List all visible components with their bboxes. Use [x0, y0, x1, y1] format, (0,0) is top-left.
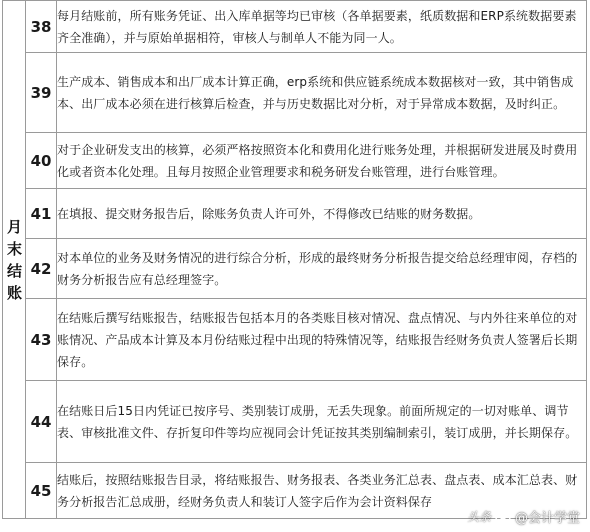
- item-text: 对于企业研发支出的核算，必须严格按照资本化和费用化进行账务处理，并根据研发进展及时费用化或者资本化处理。且每月按照企业管理要求和税务研发台账管理，进行台账管理。: [57, 133, 587, 189]
- item-number: 42: [26, 239, 57, 299]
- item-text: 结账后，按照结账报告目录，将结账报告、财务报表、各类业务汇总表、盘点表、成本汇总表、财务分析报告汇总成册，经财务负责人和装订人签字后作为会计资料保存: [57, 463, 587, 519]
- section-label: 月末结账: [7, 217, 23, 302]
- table-row: [3, 1, 587, 53]
- item-number: 45: [26, 463, 57, 519]
- item-text: 在结账后撰写结账报告，结账报告包括本月的各类账目核对情况、盘点情况、与内外往来单位的对账情况、产品成本计算及本月份结账过程中出现的特殊情况等，结账报告经财务负责人签署后长期保存。: [57, 299, 587, 381]
- item-text: 生产成本、销售成本和出厂成本计算正确，erp系统和供应链系统成本数据核对一致，其中销售成本、出厂成本必须在进行核算后检查，并与历史数据比对分析，对于异常成本数据，及时纠正。: [57, 53, 587, 133]
- item-number: 43: [26, 299, 57, 381]
- section-cell: [3, 1, 26, 519]
- table-row: [3, 53, 587, 133]
- item-text: 对本单位的业务及财务情况的进行综合分析，形成的最终财务分析报告提交给总经理审阅，存档的财务分析报告应有总经理签字。: [57, 239, 587, 299]
- table-row: [3, 463, 587, 519]
- table-row: [3, 299, 587, 381]
- table-row: [3, 381, 587, 463]
- checklist-table: [2, 0, 587, 519]
- item-number: 38: [26, 1, 57, 53]
- watermark-account: @会计学堂: [514, 511, 580, 526]
- table-row: [3, 133, 587, 189]
- table-row: [3, 239, 587, 299]
- item-text: 在填报、提交财务报告后，除账务负责人许可外，不得修改已结账的财务数据。: [57, 189, 587, 239]
- item-number: 41: [26, 189, 57, 239]
- item-text: 在结账日后15日内凭证已按序号、类别装订成册，无丢失现象。前面所规定的一切对账单、调节表、审核批准文件、存折复印件等均应视同会计凭证按其类别编制索引，装订成册，并长期保存。: [57, 381, 587, 463]
- table-row: [3, 189, 587, 239]
- item-number: 44: [26, 381, 57, 463]
- item-number: 39: [26, 53, 57, 133]
- item-number: 40: [26, 133, 57, 189]
- item-text: 每月结账前，所有账务凭证、出入库单据等均已审核（各单据要素，纸质数据和ERP系统数据要素齐全准确），并与原始单据相符，审核人与制单人不能为同一人。: [57, 1, 587, 53]
- watermark-brand: 头条: [466, 510, 491, 524]
